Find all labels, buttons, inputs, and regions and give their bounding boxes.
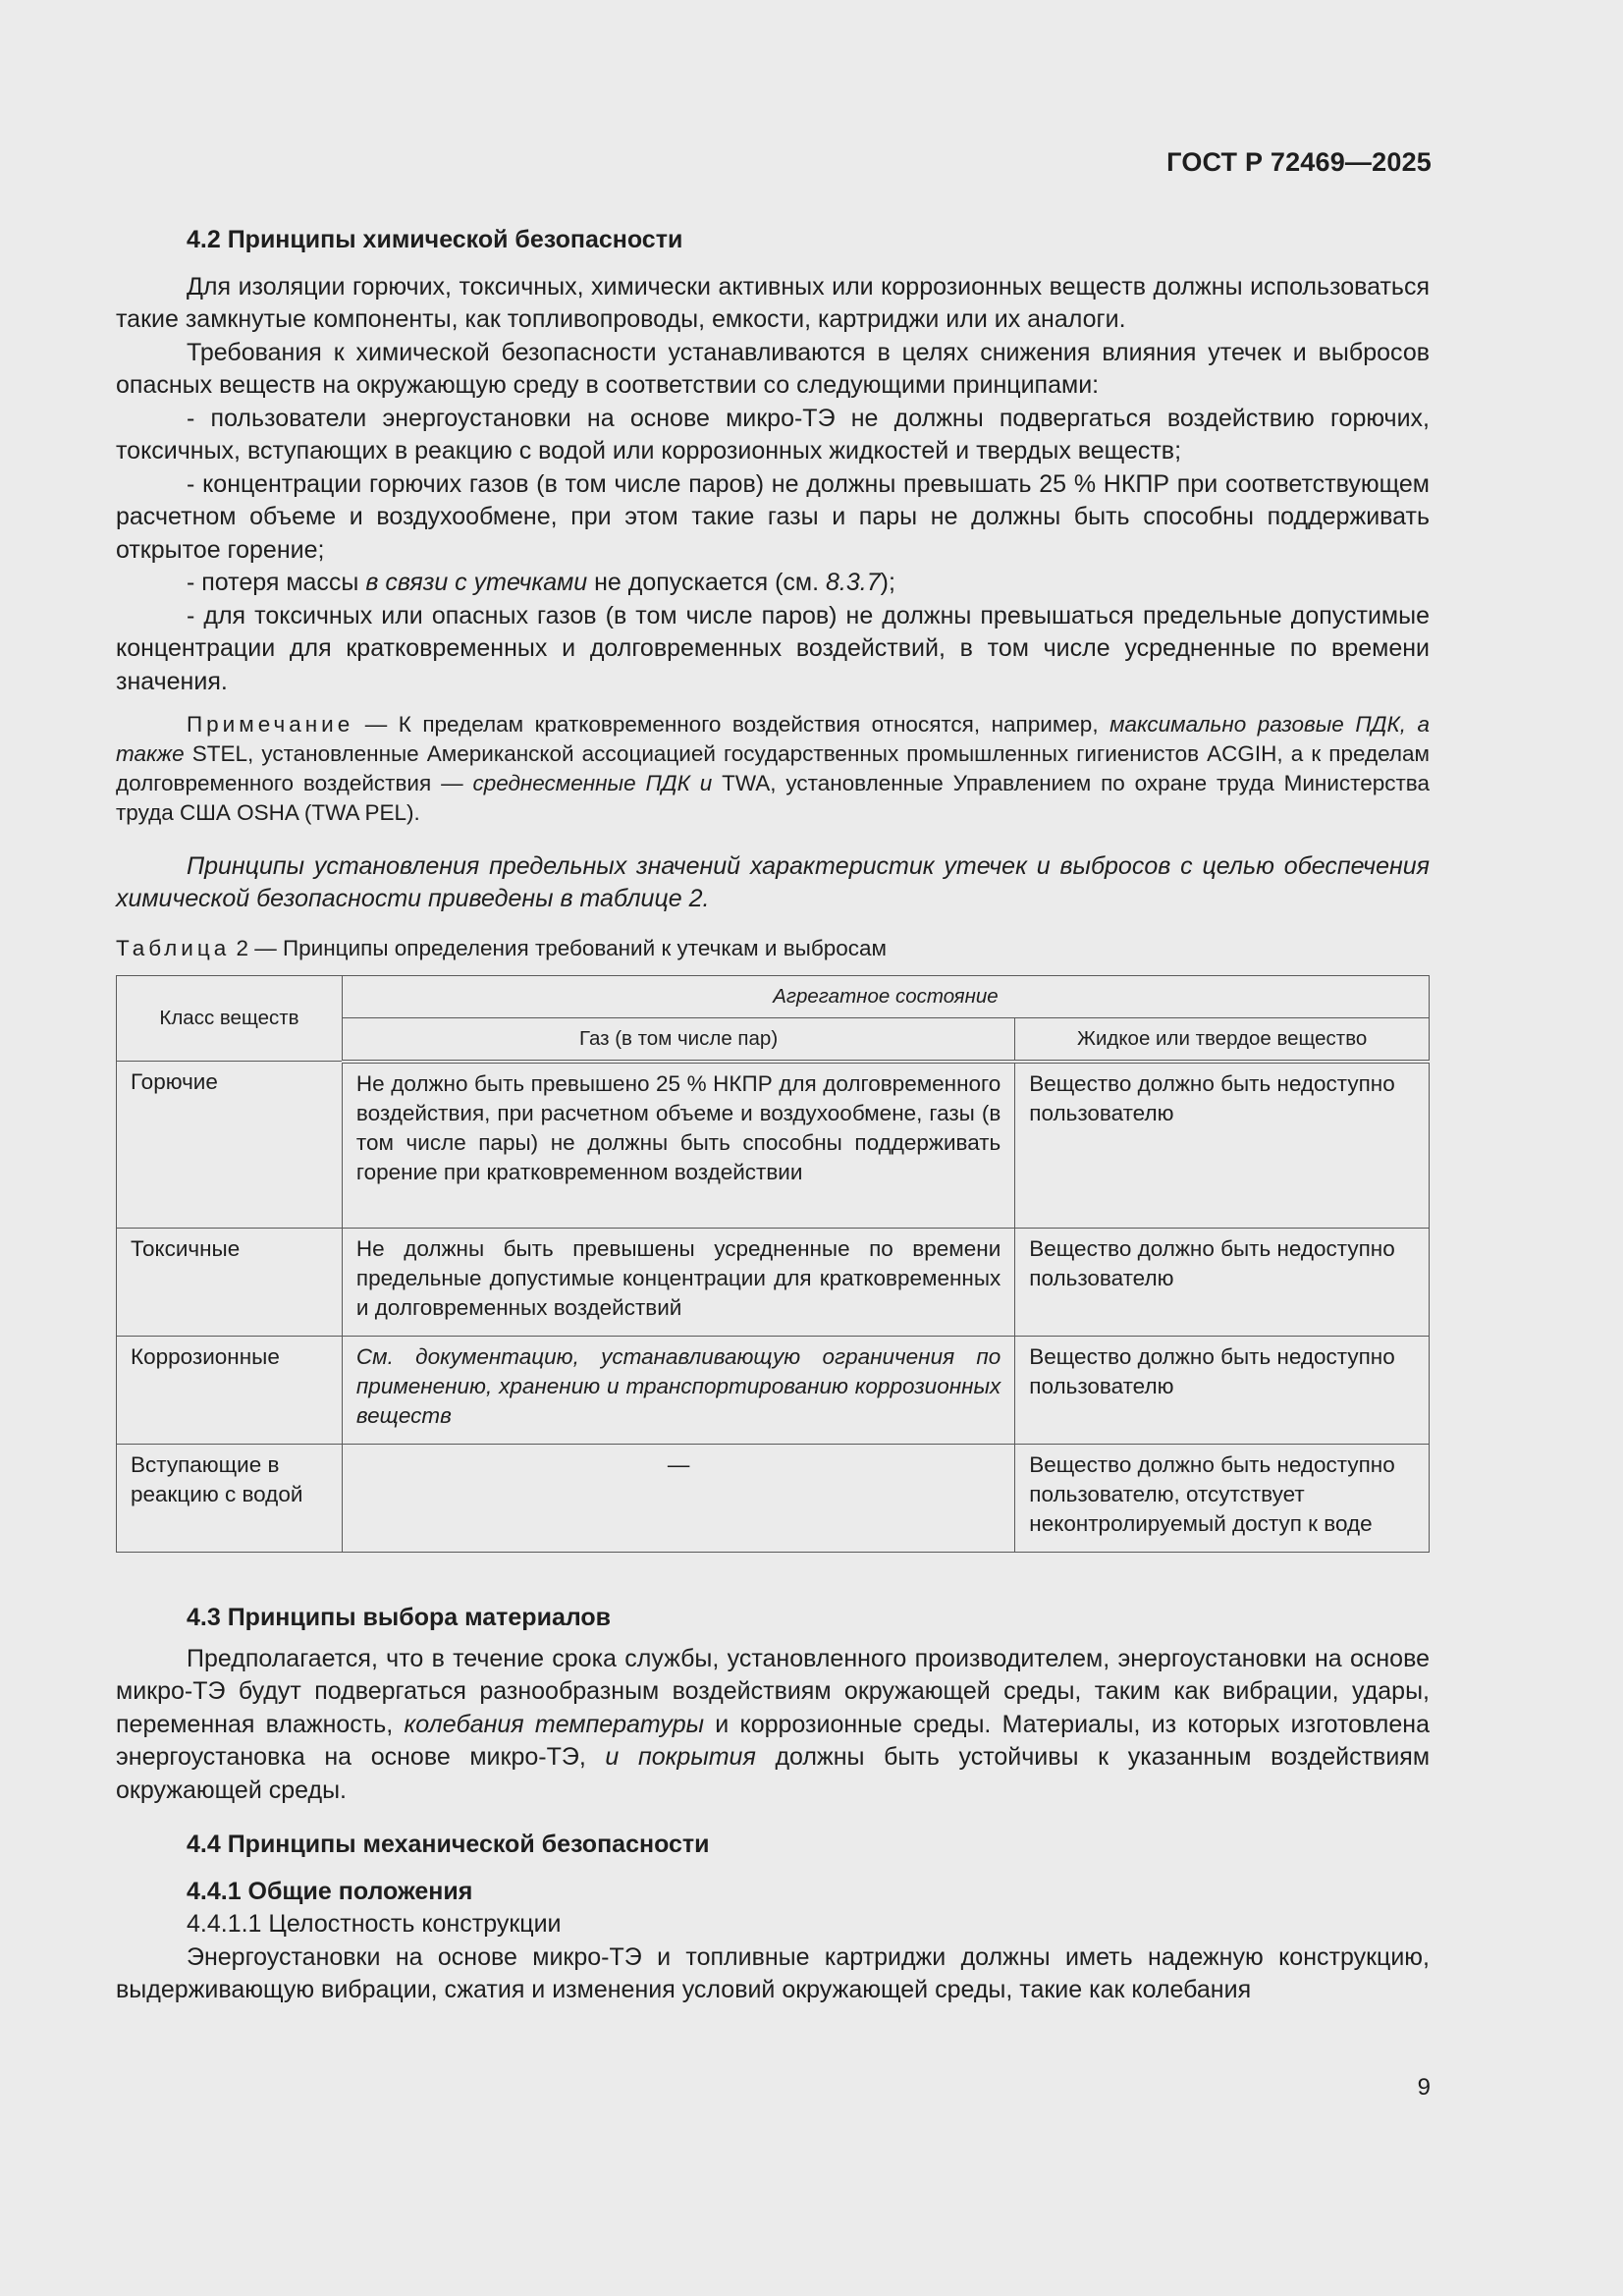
note-label: Примечание: [187, 712, 354, 737]
subsection-heading: 4.4.1 Общие положения: [187, 1877, 473, 1905]
cell-liquid: Вещество должно быть недоступно пользователю: [1015, 1062, 1430, 1229]
header-group: Агрегатное состояние: [342, 975, 1429, 1017]
cell-liquid: Вещество должно быть недоступно пользователю, отсутствует неконтролируемый доступ к воде: [1015, 1445, 1430, 1553]
cell-gas: Не должны быть превышены усредненные по времени предельные допустимые концентрации для кратковременных и долговременных воздействий: [342, 1229, 1014, 1337]
requirements-table: [116, 975, 1430, 1554]
clause-heading: 4.4.1.1 Целостность конструкции: [187, 1910, 562, 1938]
paragraph: Энергоустановки на основе микро-ТЭ и топливные картриджи должны иметь надежную конструкцию, выдерживающую вибрации, сжатия и изменения условий окружающей среды, такие как колебания: [116, 1942, 1430, 2003]
italic-paragraph: Принципы установления предельных значений характеристик утечек и выбросов с целью обеспечения химической безопасности приведены в таблице 2.: [116, 851, 1430, 912]
cell-class: Токсичные: [117, 1229, 343, 1337]
table-header-row: [117, 975, 1430, 1017]
cell-gas: См. документацию, устанавливающую ограничения по применению, хранению и транспортированию коррозионных веществ: [342, 1337, 1014, 1445]
note: Примечание — К пределам кратковременного воздействия относятся, например, максимально разовые ПДК, а также STEL, установленные Американской ассоциацией государственных промышленных гигиенистов ACGIH, а к пределам долговременного воздействия — среднесменные ПДК и TWA, установленные Управлением по охране труда Министерства труда США OSHA (TWA PEL).: [116, 712, 1431, 825]
cell-class: Вступающие в реакцию с водой: [117, 1445, 343, 1553]
cell-gas: —: [342, 1445, 1014, 1553]
header-liquid: Жидкое или твердое вещество: [1015, 1017, 1430, 1062]
list-item: - концентрации горючих газов (в том числе паров) не должны превышать 25 % НКПР при соответствующем расчетном объеме и воздухообмене, при этом такие газы и пары не должны быть способны поддерживать открытое горение;: [116, 469, 1430, 564]
table-row: [117, 1337, 1430, 1445]
table-row: [117, 1445, 1430, 1553]
paragraph: Для изоляции горючих, токсичных, химически активных или коррозионных веществ должны использоваться такие замкнутые компоненты, как топливопроводы, емкости, картриджи или их аналоги.: [116, 272, 1430, 333]
section-heading-4-4: 4.4 Принципы механической безопасности: [187, 1831, 710, 1858]
cell-liquid: Вещество должно быть недоступно пользователю: [1015, 1229, 1430, 1337]
list-item: - пользователи энергоустановки на основе микро-ТЭ не должны подвергаться воздействию горючих, токсичных, вступающих в реакцию с водой или коррозионных жидкостей и твердых веществ;: [116, 404, 1430, 465]
section-heading-4-3: 4.3 Принципы выбора материалов: [187, 1604, 612, 1631]
cell-class: Горючие: [117, 1062, 343, 1229]
paragraph: Требования к химической безопасности устанавливаются в целях снижения влияния утечек и выбросов опасных веществ на окружающую среду в соответствии со следующими принципами:: [116, 338, 1430, 399]
page-number: 9: [1417, 2074, 1431, 2101]
header-gas: Газ (в том числе пар): [342, 1017, 1014, 1062]
page-content: [116, 224, 1430, 2007]
header-class: Класс веществ: [117, 975, 343, 1062]
list-item: - для токсичных или опасных газов (в том числе паров) не должны превышаться предельные допустимые концентрации для кратковременных и долговременных воздействий, в том числе усредненные по времени значения.: [116, 601, 1430, 695]
cross-reference: 8.3.7: [826, 569, 881, 596]
table-row: [117, 1229, 1430, 1337]
table-caption: Таблица 2 — Принципы определения требований к утечкам и выбросам: [116, 935, 887, 960]
section-heading-4-2: 4.2 Принципы химической безопасности: [187, 226, 683, 253]
paragraph: Предполагается, что в течение срока службы, установленного производителем, энергоустановки на основе микро-ТЭ будут подвергаться разнообразным воздействиям окружающей среды, таким как вибрации, удары, переменная влажность, колебания температуры и коррозионные среды. Материалы, из которых изготовлена энергоустановка на основе микро-ТЭ, и покрытия должны быть устойчивы к указанным воздействиям окружающей среды.: [116, 1644, 1431, 1804]
document-code: ГОСТ Р 72469—2025: [1166, 147, 1432, 177]
cell-gas: Не должно быть превышено 25 % НКПР для долговременного воздействия, при расчетном объеме и воздухообмене, газы (в том числе пары) не должны быть способны поддерживать горение при кратковременном воздействии: [342, 1062, 1014, 1229]
list-item: - потеря массы в связи с утечками не допускается (см. 8.3.7);: [187, 569, 895, 596]
cell-liquid: Вещество должно быть недоступно пользователю: [1015, 1337, 1430, 1445]
table-row: [117, 1062, 1430, 1229]
cell-class: Коррозионные: [117, 1337, 343, 1445]
